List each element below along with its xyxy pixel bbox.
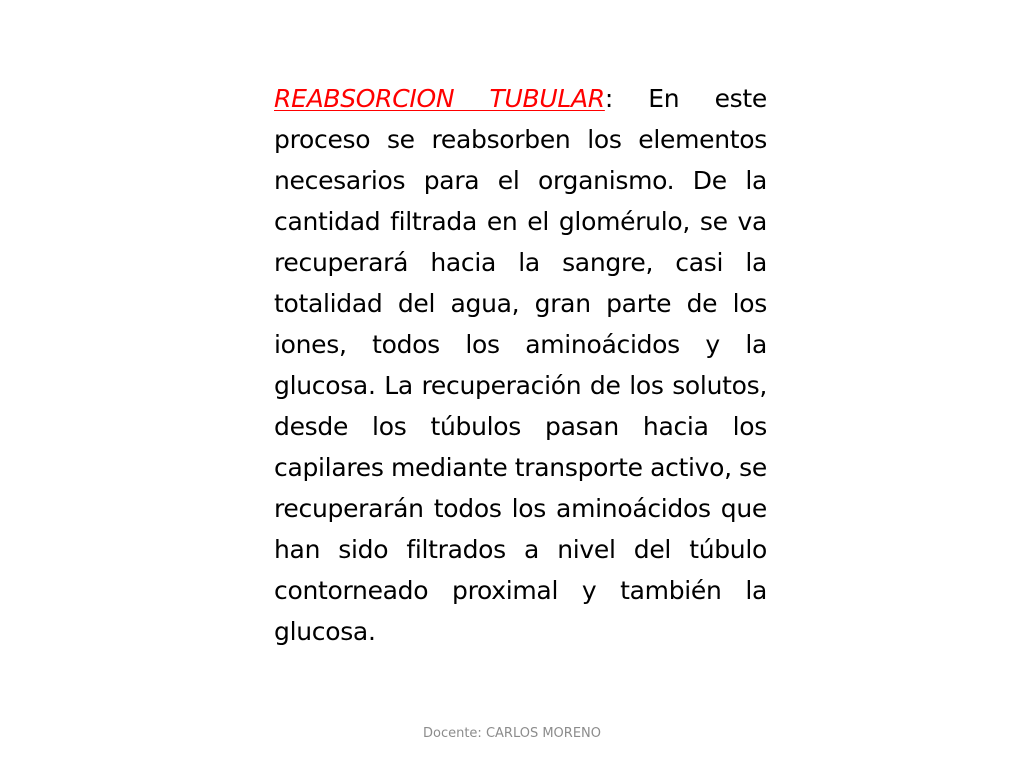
slide-body-paragraph [274,78,767,652]
slide-heading: REABSORCION TUBULAR [274,84,605,113]
slide-footer: Docente: CARLOS MORENO [422,726,601,741]
body-text: En este proceso se reabsorben los elementos necesarios para el organismo. De la cantidad filtrada en el glomérulo, se va recuperará hacia la sangre, casi la totalidad del agua, gran parte de los iones, todos los aminoácidos y la glucosa. La recuperación de los solutos, desde los túbulos pasan hacia los capilares mediante transporte activo, se recuperarán todos los aminoácidos que han sido filtrados a nivel del túbulo contorneado proximal y también la glucosa. [274,84,767,646]
heading-colon: : [604,84,613,113]
